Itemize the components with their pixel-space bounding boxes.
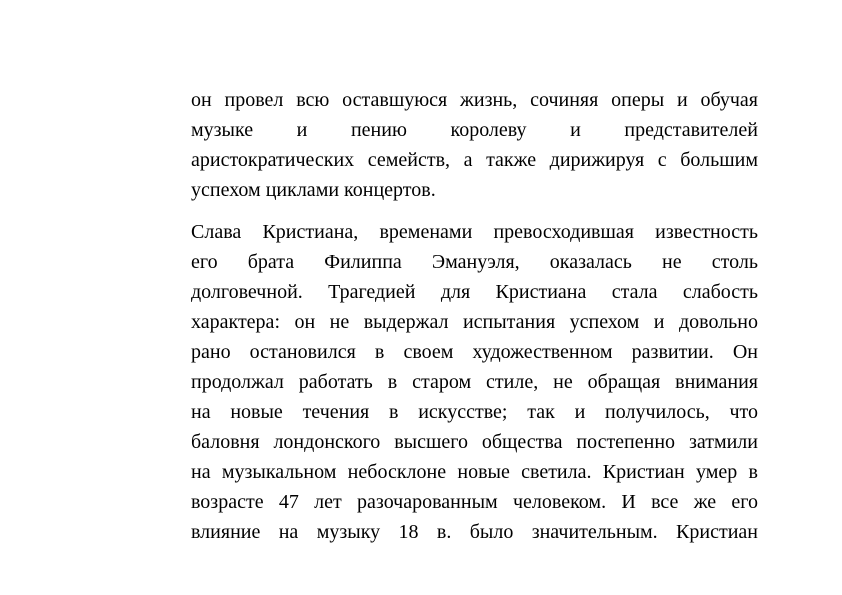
text-line: баловня лондонского высшего общества постепенно затмили xyxy=(191,431,758,453)
text-line: музыке и пению королеву и представителей xyxy=(191,119,758,141)
text-line: на музыкальном небосклоне новые светила. Кристиан умер в xyxy=(191,461,758,483)
text-line: возрасте 47 лет разочарованным человеком. И все же его xyxy=(191,491,758,513)
paragraph-2 xyxy=(191,217,758,547)
text-line: он провел всю оставшуюся жизнь, сочиняя оперы и обучая xyxy=(191,89,758,111)
text-line: Слава Кристиана, временами превосходившая известность xyxy=(191,221,758,243)
text-line: продолжал работать в старом стиле, не обращая внимания xyxy=(191,371,758,393)
text-line: аристократических семейств, а также дирижируя с большим xyxy=(191,149,758,171)
text-line: влияние на музыку 18 в. было значительным. Кристиан xyxy=(191,521,758,543)
text-line: успехом циклами концертов. xyxy=(191,179,436,201)
text-line: характера: он не выдержал испытания успехом и довольно xyxy=(191,311,758,333)
paragraph-1 xyxy=(191,85,758,205)
text-line: на новые течения в искусстве; так и получилось, что xyxy=(191,401,758,423)
text-line: его брата Филиппа Эмануэля, оказалась не столь xyxy=(191,251,758,273)
text-line: рано остановился в своем художественном развитии. Он xyxy=(191,341,758,363)
text-line: долговечной. Трагедией для Кристиана стала слабость xyxy=(191,281,758,303)
